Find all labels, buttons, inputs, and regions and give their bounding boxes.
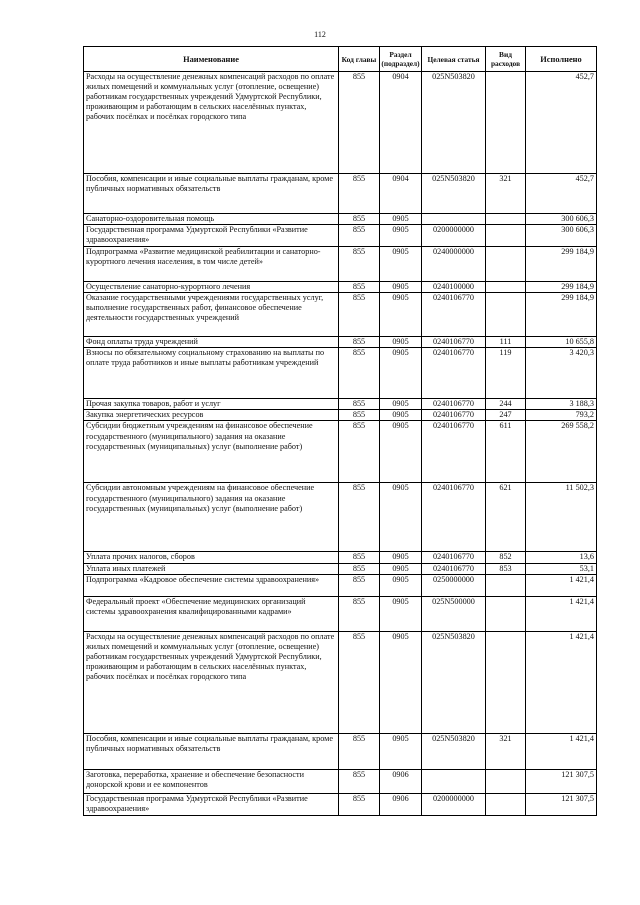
cell-section: 0905 (380, 247, 422, 282)
cell-done: 452,7 (526, 72, 597, 174)
budget-table (83, 46, 597, 816)
cell-section: 0905 (380, 348, 422, 399)
cell-target: 0240106770 (422, 293, 486, 337)
cell-target: 025N503820 (422, 174, 486, 214)
cell-done: 1 421,4 (526, 631, 597, 733)
header-expense: Вид расходов (486, 47, 526, 72)
table-row (84, 631, 597, 733)
cell-expense: 321 (486, 733, 526, 769)
cell-done: 13,6 (526, 552, 597, 563)
cell-expense (486, 72, 526, 174)
table-body (84, 72, 597, 816)
cell-name: Уплата иных платежей (84, 563, 339, 574)
cell-section: 0905 (380, 574, 422, 596)
cell-done: 121 307,5 (526, 769, 597, 793)
cell-name: Заготовка, переработка, хранение и обеспечение безопасности донорской крови и ее компонентов (84, 769, 339, 793)
cell-done: 121 307,5 (526, 793, 597, 815)
cell-target: 0240106770 (422, 483, 486, 552)
cell-chapter: 855 (339, 225, 380, 247)
cell-done: 1 421,4 (526, 733, 597, 769)
table-row (84, 552, 597, 563)
cell-name: Расходы на осуществление денежных компенсаций расходов по оплате жилых помещений и коммунальных услуг (отопление, освещение) работникам государственных учреждений Удмуртской Республики, проживающим и работающим в сельских населённых пунктах, рабочих посёлках и посёлках городского типа (84, 631, 339, 733)
cell-section: 0905 (380, 282, 422, 293)
header-section: Раздел (подраздел) (380, 47, 422, 72)
cell-section: 0905 (380, 483, 422, 552)
cell-expense: 852 (486, 552, 526, 563)
cell-target: 0200000000 (422, 793, 486, 815)
cell-section: 0905 (380, 225, 422, 247)
cell-done: 299 184,9 (526, 293, 597, 337)
cell-chapter: 855 (339, 596, 380, 631)
cell-expense: 321 (486, 174, 526, 214)
cell-section: 0906 (380, 769, 422, 793)
table-row (84, 483, 597, 552)
cell-chapter: 855 (339, 399, 380, 410)
cell-chapter: 855 (339, 348, 380, 399)
cell-target: 0240106770 (422, 552, 486, 563)
cell-section: 0905 (380, 421, 422, 483)
table-row (84, 596, 597, 631)
cell-expense (486, 596, 526, 631)
cell-name: Осуществление санаторно-курортного лечения (84, 282, 339, 293)
cell-chapter: 855 (339, 293, 380, 337)
cell-expense (486, 293, 526, 337)
cell-chapter: 855 (339, 421, 380, 483)
cell-expense: 244 (486, 399, 526, 410)
cell-target: 0240106770 (422, 399, 486, 410)
cell-name: Субсидии бюджетным учреждениям на финансовое обеспечение государственного (муниципального) задания на оказание государственных (муниципальных) услуг (выполнение работ) (84, 421, 339, 483)
cell-expense (486, 214, 526, 225)
cell-name: Подпрограмма «Развитие медицинской реабилитации и санаторно-курортного лечения населения, в том числе детей» (84, 247, 339, 282)
cell-name: Оказание государственными учреждениями государственных услуг, выполнение государственных работ, финансовое обеспечение деятельности государственных учреждений (84, 293, 339, 337)
cell-expense: 853 (486, 563, 526, 574)
cell-done: 1 421,4 (526, 596, 597, 631)
cell-target: 025N500000 (422, 596, 486, 631)
cell-expense: 611 (486, 421, 526, 483)
cell-section: 0906 (380, 793, 422, 815)
header-name: Наименование (84, 47, 339, 72)
cell-target: 0240106770 (422, 421, 486, 483)
cell-done: 269 558,2 (526, 421, 597, 483)
cell-done: 300 606,3 (526, 225, 597, 247)
cell-target (422, 214, 486, 225)
cell-name: Закупка энергетических ресурсов (84, 410, 339, 421)
cell-expense (486, 225, 526, 247)
cell-chapter: 855 (339, 733, 380, 769)
cell-chapter: 855 (339, 72, 380, 174)
table-row (84, 733, 597, 769)
cell-chapter: 855 (339, 631, 380, 733)
cell-chapter: 855 (339, 552, 380, 563)
cell-target: 0240100000 (422, 282, 486, 293)
cell-name: Пособия, компенсации и иные социальные выплаты гражданам, кроме публичных нормативных обязательств (84, 733, 339, 769)
table-row (84, 293, 597, 337)
cell-chapter: 855 (339, 337, 380, 348)
cell-expense (486, 793, 526, 815)
cell-name: Пособия, компенсации и иные социальные выплаты гражданам, кроме публичных нормативных обязательств (84, 174, 339, 214)
cell-expense: 119 (486, 348, 526, 399)
cell-target: 025N503820 (422, 631, 486, 733)
cell-section: 0905 (380, 563, 422, 574)
cell-done: 452,7 (526, 174, 597, 214)
table-row (84, 174, 597, 214)
cell-done: 10 655,8 (526, 337, 597, 348)
cell-expense: 247 (486, 410, 526, 421)
cell-name: Взносы по обязательному социальному страхованию на выплаты по оплате труда работников и иные выплаты работникам учреждений (84, 348, 339, 399)
cell-target: 0200000000 (422, 225, 486, 247)
cell-section: 0905 (380, 293, 422, 337)
cell-chapter: 855 (339, 793, 380, 815)
cell-chapter: 855 (339, 563, 380, 574)
cell-name: Государственная программа Удмуртской Республики «Развитие здравоохранения» (84, 225, 339, 247)
cell-name: Субсидии автономным учреждениям на финансовое обеспечение государственного (муниципального) задания на оказание государственных (муниципальных) услуг (выполнение работ) (84, 483, 339, 552)
cell-done: 299 184,9 (526, 282, 597, 293)
cell-target: 0240106770 (422, 348, 486, 399)
cell-section: 0905 (380, 410, 422, 421)
table-row (84, 574, 597, 596)
table-row (84, 421, 597, 483)
table-header-row (84, 47, 597, 72)
cell-done: 1 421,4 (526, 574, 597, 596)
cell-name: Фонд оплаты труда учреждений (84, 337, 339, 348)
cell-name: Санаторно-оздоровительная помощь (84, 214, 339, 225)
cell-expense (486, 769, 526, 793)
cell-done: 11 502,3 (526, 483, 597, 552)
cell-section: 0905 (380, 337, 422, 348)
cell-done: 3 420,3 (526, 348, 597, 399)
cell-target: 0240106770 (422, 337, 486, 348)
cell-done: 300 606,3 (526, 214, 597, 225)
cell-chapter: 855 (339, 769, 380, 793)
cell-section: 0905 (380, 552, 422, 563)
cell-expense: 111 (486, 337, 526, 348)
cell-name: Федеральный проект «Обеспечение медицинских организаций системы здравоохранения квалифицированными кадрами» (84, 596, 339, 631)
cell-target: 0240000000 (422, 247, 486, 282)
table-row (84, 282, 597, 293)
cell-chapter: 855 (339, 410, 380, 421)
cell-chapter: 855 (339, 282, 380, 293)
cell-section: 0905 (380, 631, 422, 733)
cell-expense (486, 282, 526, 293)
cell-section: 0905 (380, 214, 422, 225)
table-row (84, 399, 597, 410)
cell-name: Государственная программа Удмуртской Республики «Развитие здравоохранения» (84, 793, 339, 815)
cell-section: 0904 (380, 174, 422, 214)
cell-done: 3 188,3 (526, 399, 597, 410)
cell-chapter: 855 (339, 574, 380, 596)
cell-section: 0905 (380, 733, 422, 769)
cell-done: 793,2 (526, 410, 597, 421)
header-chapter: Код главы (339, 47, 380, 72)
table-row (84, 72, 597, 174)
table-row (84, 247, 597, 282)
table-row (84, 793, 597, 815)
cell-done: 53,1 (526, 563, 597, 574)
header-done: Исполнено (526, 47, 597, 72)
cell-expense (486, 247, 526, 282)
cell-target: 025N503820 (422, 733, 486, 769)
cell-section: 0905 (380, 399, 422, 410)
cell-target: 025N503820 (422, 72, 486, 174)
cell-chapter: 855 (339, 174, 380, 214)
table-row (84, 563, 597, 574)
cell-section: 0905 (380, 596, 422, 631)
cell-name: Прочая закупка товаров, работ и услуг (84, 399, 339, 410)
cell-expense: 621 (486, 483, 526, 552)
page-number: 112 (314, 30, 326, 39)
cell-chapter: 855 (339, 247, 380, 282)
cell-target: 0240106770 (422, 410, 486, 421)
table-row (84, 348, 597, 399)
table-row (84, 410, 597, 421)
cell-expense (486, 574, 526, 596)
cell-chapter: 855 (339, 483, 380, 552)
table-row (84, 225, 597, 247)
cell-target: 0240106770 (422, 563, 486, 574)
table-row (84, 337, 597, 348)
table-row (84, 214, 597, 225)
cell-name: Уплата прочих налогов, сборов (84, 552, 339, 563)
cell-target: 0250000000 (422, 574, 486, 596)
cell-name: Расходы на осуществление денежных компенсаций расходов по оплате жилых помещений и коммунальных услуг (отопление, освещение) работникам государственных учреждений Удмуртской Республики, проживающим и работающим в сельских населённых пунктах, рабочих посёлках и посёлках городского типа (84, 72, 339, 174)
cell-target (422, 769, 486, 793)
cell-name: Подпрограмма «Кадровое обеспечение системы здравоохранения» (84, 574, 339, 596)
cell-section: 0904 (380, 72, 422, 174)
header-target: Целевая статья (422, 47, 486, 72)
cell-expense (486, 631, 526, 733)
table-row (84, 769, 597, 793)
cell-chapter: 855 (339, 214, 380, 225)
cell-done: 299 184,9 (526, 247, 597, 282)
